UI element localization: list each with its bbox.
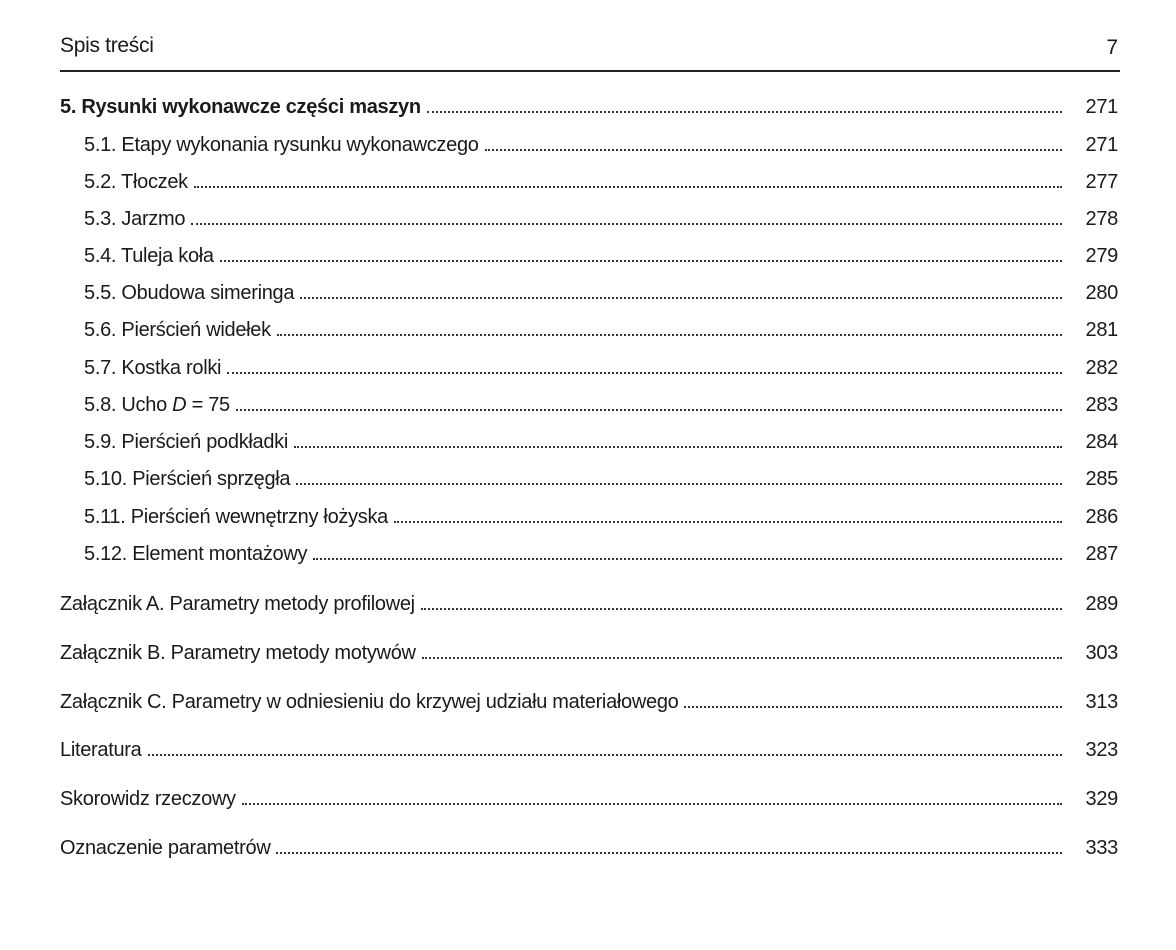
dot-leader (296, 482, 1062, 485)
header-title: Spis treści (60, 34, 154, 57)
dot-leader (277, 333, 1062, 336)
toc-entry-label: 5.10. Pierścień sprzęgła (84, 468, 291, 490)
dot-leader (421, 607, 1062, 610)
toc-entry-label: 5.12. Element montażowy (84, 543, 308, 565)
toc-entry-page: 287 (1085, 543, 1118, 565)
toc-entry-label (84, 394, 236, 417)
toc-entry-label: 5.3. Jarzmo (84, 208, 186, 230)
toc-entry-label: Literatura (60, 739, 142, 761)
dot-leader (236, 408, 1062, 411)
toc-section-5-11[interactable] (84, 506, 1118, 536)
dot-leader (684, 705, 1062, 708)
dot-leader (148, 753, 1063, 756)
dot-leader (422, 656, 1062, 659)
toc-section-5-1[interactable] (84, 134, 1118, 164)
toc-entry-label: 5.1. Etapy wykonania rysunku wykonawczego (84, 134, 479, 156)
toc-entry-label: 5.9. Pierścień podkładki (84, 431, 289, 453)
toc-label-prefix: 5.8. Ucho (84, 394, 173, 416)
toc-entry-page: 280 (1085, 282, 1118, 304)
toc-entry-page: 281 (1085, 319, 1118, 341)
toc-entry-page: 271 (1085, 96, 1118, 118)
toc-entry-label: 5. Rysunki wykonawcze części maszyn (60, 96, 421, 118)
toc-entry-label: Oznaczenie parametrów (60, 837, 271, 859)
toc-entry-page: 289 (1085, 593, 1118, 615)
toc-entry-page: 303 (1085, 642, 1118, 664)
toc-section-5-4[interactable] (84, 245, 1118, 275)
page-header (60, 30, 1120, 72)
dot-leader (294, 445, 1062, 448)
dot-leader (313, 557, 1062, 560)
toc-parameter-notation[interactable] (60, 837, 1118, 867)
dot-leader (485, 148, 1062, 151)
dot-leader (220, 259, 1062, 262)
toc-entry-page: 333 (1085, 837, 1118, 859)
toc-section-5-12[interactable] (84, 543, 1118, 573)
toc-entry-label: 5.7. Kostka rolki (84, 357, 222, 379)
dot-leader (242, 802, 1062, 805)
toc-section-5-10[interactable] (84, 468, 1118, 498)
dot-leader (300, 296, 1062, 299)
dot-leader (427, 110, 1062, 113)
toc-section-5-6[interactable] (84, 319, 1118, 349)
toc-section-5-7[interactable] (84, 357, 1118, 387)
dot-leader (227, 371, 1062, 374)
toc-entry-label: 5.6. Pierścień widełek (84, 319, 271, 341)
toc-entry-label: Załącznik B. Parametry metody motywów (60, 642, 416, 664)
toc-entry-page: 323 (1085, 739, 1118, 761)
toc-label-variable: D (172, 394, 187, 416)
toc-entry-label: 5.4. Tuleja koła (84, 245, 214, 267)
dot-leader (194, 185, 1062, 188)
toc-entry-label: 5.11. Pierścień wewnętrzny łożyska (84, 506, 389, 528)
toc-section-5-8[interactable] (84, 394, 1118, 424)
toc-entry-label: 5.2. Tłoczek (84, 171, 188, 193)
toc-appendix-a[interactable] (60, 593, 1118, 623)
toc-entry-page: 279 (1085, 245, 1118, 267)
dot-leader (394, 520, 1062, 523)
toc-entry-page: 286 (1085, 506, 1118, 528)
toc-entry-page: 282 (1085, 357, 1118, 379)
toc-entry-label: Załącznik A. Parametry metody profilowej (60, 593, 415, 615)
toc-entry-page: 278 (1085, 208, 1118, 230)
toc-section-5-5[interactable] (84, 282, 1118, 312)
toc-subject-index[interactable] (60, 788, 1118, 818)
toc-entry-page: 284 (1085, 431, 1118, 453)
toc-chapter-5[interactable] (60, 96, 1118, 126)
toc-entry-page: 271 (1085, 134, 1118, 156)
toc-entry-page: 285 (1085, 468, 1118, 490)
toc-entry-label: Skorowidz rzeczowy (60, 788, 236, 810)
header-page-number: 7 (1106, 36, 1118, 59)
toc-appendix-b[interactable] (60, 642, 1118, 672)
toc-entry-page: 283 (1085, 394, 1118, 416)
toc-entry-label: 5.5. Obudowa simeringa (84, 282, 295, 304)
toc-entry-page: 329 (1085, 788, 1118, 810)
dot-leader (191, 222, 1062, 225)
dot-leader (276, 851, 1062, 854)
toc-section-5-3[interactable] (84, 208, 1118, 238)
toc-entry-page: 313 (1085, 691, 1118, 713)
toc-appendix-c[interactable] (60, 691, 1118, 721)
toc-section-5-2[interactable] (84, 171, 1118, 201)
toc-label-suffix: = 75 (186, 394, 230, 416)
toc-entry-page: 277 (1085, 171, 1118, 193)
toc-literature[interactable] (60, 739, 1118, 769)
toc-entry-label: Załącznik C. Parametry w odniesieniu do krzywej udziału materiałowego (60, 691, 679, 713)
toc-section-5-9[interactable] (84, 431, 1118, 461)
